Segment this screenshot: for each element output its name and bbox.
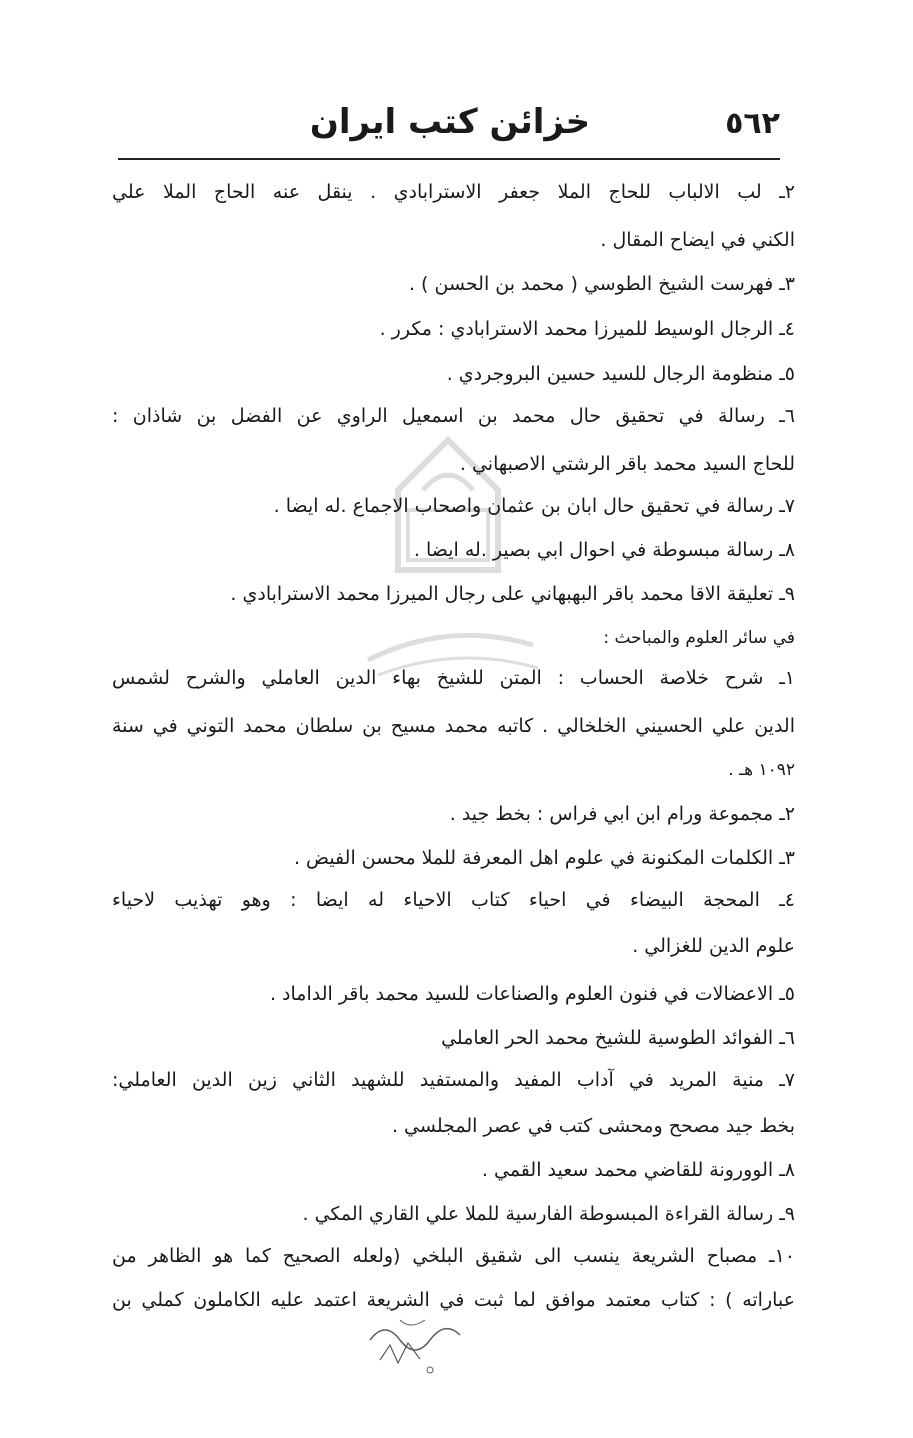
text-line: ٩ـ تعليقة الاقا محمد باقر البهبهاني على رجال الميرزا محمد الاسترابادي . (230, 583, 795, 605)
text-line: للحاج السيد محمد باقر الرشتي الاصبهاني . (459, 453, 795, 475)
text-line: ٨ـ رسالة مبسوطة في احوال ابي بصير .له ايضا . (413, 539, 795, 561)
text-line: ٤ـ المحجة البيضاء في احياء كتاب الاحياء له ايضا : وهو تهذيب لاحياء (112, 889, 795, 911)
page-header (120, 100, 780, 150)
section-heading: في سائر العلوم والمباحث : (603, 628, 795, 648)
text-line: ٦ـ رسالة في تحقيق حال محمد بن اسمعيل الراوي عن الفضل بن شاذان : (112, 405, 795, 427)
text-line: ١٠ـ مصباح الشريعة ينسب الى شقيق البلخي (ولعله الصحيح كما هو الظاهر من (112, 1245, 795, 1267)
text-line: الكني في ايضاح المقال . (600, 229, 795, 251)
text-line: ٦ـ الفوائد الطوسية للشيخ محمد الحر العاملي (441, 1027, 795, 1049)
text-line: عباراته ) : كتاب معتمد موافق لما ثبت في الشريعة اعتمد عليه الكاملون كملي بن (112, 1289, 795, 1311)
text-line: علوم الدين للغزالي . (632, 935, 795, 957)
handwritten-mark (360, 1300, 470, 1390)
text-line: ١ـ شرح خلاصة الحساب : المتن للشيخ بهاء الدين العاملي والشرح لشمس (112, 667, 795, 689)
text-line: ٣ـ الكلمات المكنونة في علوم اهل المعرفة للملا محسن الفيض . (293, 847, 795, 869)
text-line: ٤ـ الرجال الوسيط للميرزا محمد الاسترابادي : مكرر . (379, 318, 795, 340)
text-line: ٢ـ لب الالباب للحاج الملا جعفر الاسترابادي . ينقل عنه الحاج الملا علي (112, 181, 795, 203)
text-line: الدين علي الحسيني الخلخالي . كاتبه محمد مسيح بن سلطان محمد التوني في سنة (112, 715, 795, 737)
text-line: ٩ـ رسالة القراءة المبسوطة الفارسية للملا علي القاري المكي . (302, 1203, 795, 1225)
text-line: بخط جيد مصحح ومحشى كتب في عصر المجلسي . (391, 1115, 795, 1137)
header-rule (118, 158, 780, 160)
text-line: ٣ـ فهرست الشيخ الطوسي ( محمد بن الحسن ) . (408, 273, 795, 295)
text-line: ٥ـ الاعضالات في فنون العلوم والصناعات للسيد محمد باقر الداماد . (269, 983, 795, 1005)
text-line: ٢ـ مجموعة ورام ابن ابي فراس : بخط جيد . (449, 803, 795, 825)
text-line: ٧ـ رسالة في تحقيق حال ابان بن عثمان واصحاب الاجماع .له ايضا . (273, 495, 795, 517)
text-line: ٥ـ منظومة الرجال للسيد حسين البروجردي . (446, 363, 795, 385)
text-line: ٨ـ الوورونة للقاضي محمد سعيد القمي . (481, 1159, 795, 1181)
running-title: خزائن كتب ايران (309, 102, 591, 142)
page-number: ٥٦٢ (725, 106, 780, 141)
text-line: ٧ـ منية المريد في آداب المفيد والمستفيد للشهيد الثاني زين الدين العاملي: (112, 1069, 795, 1091)
text-line: ١٠٩٢ هـ . (728, 760, 795, 780)
